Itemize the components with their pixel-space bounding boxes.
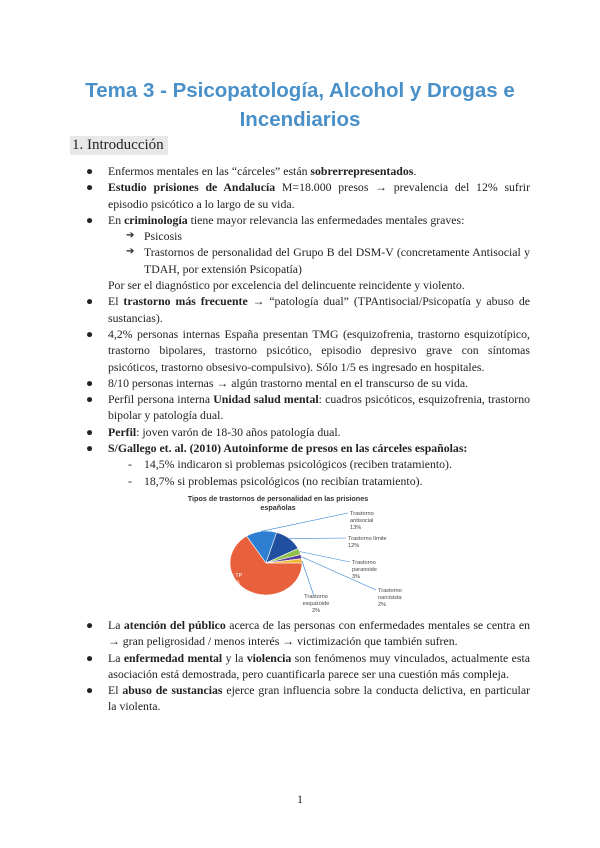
page-number: 1	[297, 792, 303, 806]
pie-label-1-1: antisocial	[350, 517, 374, 524]
section-heading: 1. Introducción	[70, 136, 168, 155]
bullet-4: ● El trastorno más frecuente → “patología dual” (TPAntisocial/Psicopatía y abuso de sustancias).	[86, 294, 531, 325]
pie-leader-5	[302, 561, 314, 596]
pie-leader-1	[261, 513, 348, 531]
pie-label-4-2: 2%	[378, 601, 387, 608]
pie-chart	[70, 491, 530, 613]
pie-label-1-2: 13%	[350, 524, 362, 531]
pie-label-1-0: Trastorno	[350, 510, 374, 517]
bullet-12: ● El abuso de sustancias ejerce gran influencia sobre la conducta delictiva, en particular la violenta.	[86, 683, 531, 714]
pie-label-3-1: paranoide	[352, 566, 377, 573]
bullet-3: ● En criminología tiene mayor relevancia las enfermedades mentales graves:	[86, 212, 465, 227]
pie-label-2-1: 12%	[348, 542, 360, 549]
bullet-9: ● S/Gallego et. al. (2010) Autoinforme de presos en las cárceles españolas:	[86, 441, 468, 456]
pie-label-5-0: Trastorno	[304, 593, 328, 600]
pie-label-3-2: 3%	[352, 573, 361, 580]
pie-slices	[230, 531, 302, 595]
document-title	[0, 76, 600, 134]
pie-label-0-1: 62%	[228, 579, 240, 586]
bullet-7: ● Perfil persona interna Unidad salud mental: cuadros psicóticos, esquizofrenia, trastorno bipolar y patología dual.	[86, 392, 530, 423]
sub-item-trastornos-grupo-b: ➔ Trastornos de personalidad del Grupo B del DSM-V (concretamente Antisocial y TDAH, por extensión Psicopatía)	[126, 245, 530, 276]
dash-item-2: - 18,7% si problemas psicológicos (no recibían tratamiento).	[128, 473, 423, 488]
title-line-2: Incendiarios	[239, 108, 361, 131]
pie-label-0-0: Sin TP	[225, 572, 243, 579]
dash-item-1: - 14,5% indicaron si problemas psicológicos (reciben tratamiento).	[128, 457, 452, 472]
content	[70, 163, 530, 715]
bullet-1: ● Enfermos mentales en las “cárceles” están sobrerrepresentados.	[86, 164, 417, 178]
chart-title-line-2: españolas	[260, 502, 296, 512]
pie-label-2-0: Trastorno límite	[348, 535, 387, 542]
pie-chart-svg	[70, 491, 530, 613]
bullet-5: ● 4,2% personas internas España presentan TMG (esquizofrenia, trastorno esquizotípico, trastorno bipolares, trastorno psicótico, episodio depresivo grave con síntomas psicóticos, trastorno obsesivo-compulsivo). Sólo 1/5 es ingresado en hospitales.	[86, 326, 530, 374]
note-line: Por ser el diagnóstico por excelencia del delincuente reincidente y violento.	[108, 278, 465, 293]
chart-title-line-1: Tipos de trastornos de personalidad en las prisiones	[187, 493, 369, 503]
pie-label-4-0: Trastorno	[378, 587, 402, 594]
bullet-11: ● La enfermedad mental y la violencia son fenómenos muy vinculados, actualmente esta asociación está demostrada, pero cuantificarla parece ser una cuestión más compleja.	[86, 650, 530, 681]
bullet-2: ● Estudio prisiones de Andalucía M=18.000 presos → prevalencia del 12% sufrir episodio psicótico a lo largo de su vida.	[86, 180, 530, 211]
pie-leader-2	[289, 538, 346, 539]
bullet-6: ● 8/10 personas internas → algún trastorno mental en el transcurso de su vida.	[86, 375, 469, 390]
pie-label-5-1: esquizoide	[302, 600, 330, 607]
sub-item-psicosis: ➔ Psicosis	[126, 229, 183, 244]
pie-label-4-1: narcisista	[378, 594, 402, 601]
bullet-10: ● La atención del público acerca de las personas con enfermedades mentales se centra en → gran peligrosidad / menos interés → victimización que también sufren.	[86, 617, 530, 649]
pie-label-3-0: Trastorno	[352, 559, 376, 566]
title-line-1: Tema 3 - Psicopatología, Alcohol y Drogas e	[85, 79, 515, 102]
pie-label-5-2: 2%	[311, 607, 321, 613]
bullet-8: ● Perfil: joven varón de 18-30 años patología dual.	[86, 424, 341, 439]
pie-leader-3	[300, 551, 350, 562]
